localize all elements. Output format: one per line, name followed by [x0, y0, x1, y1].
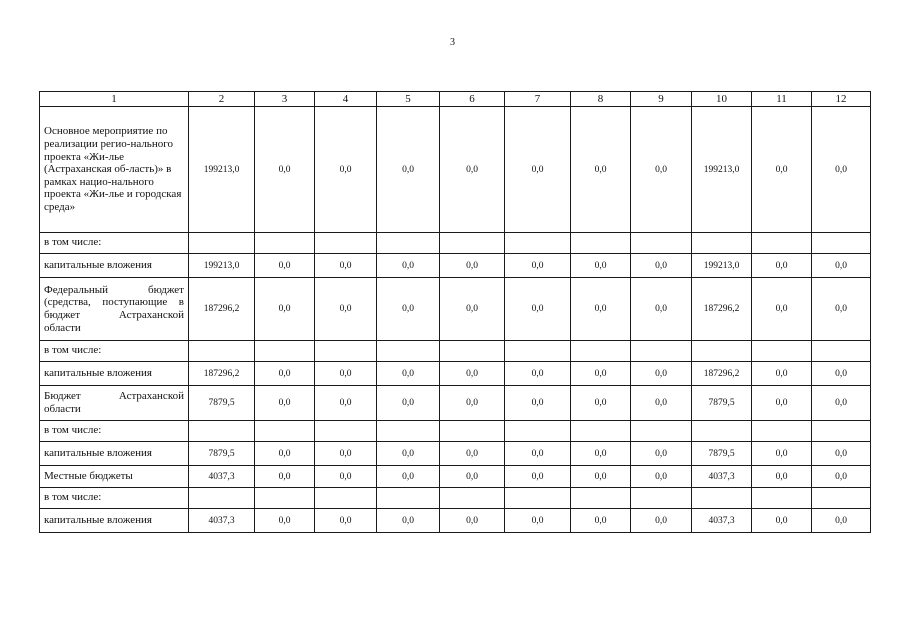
table-row-capital-investment	[40, 509, 871, 533]
cell-col-5: 0,0	[377, 466, 440, 488]
cell-col-10: 187296,2	[692, 362, 752, 386]
cell-col-5: 0,0	[377, 509, 440, 533]
cell-col-7: 0,0	[505, 107, 571, 233]
cell-col-9: 0,0	[631, 442, 692, 466]
cell-col-2: 4037,3	[189, 466, 255, 488]
cell-col-11: 0,0	[752, 442, 812, 466]
cell-col-8: 0,0	[571, 386, 631, 421]
cell-col-4	[315, 421, 377, 442]
cell-col-4: 0,0	[315, 107, 377, 233]
cell-col-12: 0,0	[812, 254, 871, 278]
cell-col-3	[255, 421, 315, 442]
cell-col-10: 7879,5	[692, 386, 752, 421]
row-label: Местные бюджеты	[40, 466, 189, 488]
cell-col-5: 0,0	[377, 107, 440, 233]
cell-col-9: 0,0	[631, 362, 692, 386]
column-header-2: 2	[189, 92, 255, 107]
cell-col-9	[631, 341, 692, 362]
column-header-9: 9	[631, 92, 692, 107]
column-header-5: 5	[377, 92, 440, 107]
cell-col-7: 0,0	[505, 466, 571, 488]
column-header-6: 6	[440, 92, 505, 107]
column-header-7: 7	[505, 92, 571, 107]
cell-col-3	[255, 233, 315, 254]
cell-col-9: 0,0	[631, 278, 692, 341]
cell-col-12	[812, 488, 871, 509]
table-row-including	[40, 421, 871, 442]
cell-col-7	[505, 341, 571, 362]
cell-col-7: 0,0	[505, 278, 571, 341]
table-row-capital-investment	[40, 362, 871, 386]
cell-col-9: 0,0	[631, 107, 692, 233]
cell-col-6: 0,0	[440, 386, 505, 421]
cell-col-8: 0,0	[571, 509, 631, 533]
cell-col-8: 0,0	[571, 107, 631, 233]
cell-col-3: 0,0	[255, 442, 315, 466]
cell-col-10: 4037,3	[692, 509, 752, 533]
cell-col-5: 0,0	[377, 362, 440, 386]
row-label: капитальные вложения	[40, 442, 189, 466]
cell-col-7	[505, 233, 571, 254]
cell-col-11	[752, 421, 812, 442]
cell-col-2: 7879,5	[189, 442, 255, 466]
cell-col-11: 0,0	[752, 254, 812, 278]
cell-col-6	[440, 421, 505, 442]
cell-col-6: 0,0	[440, 254, 505, 278]
cell-col-4: 0,0	[315, 362, 377, 386]
cell-col-2: 7879,5	[189, 386, 255, 421]
cell-col-3: 0,0	[255, 386, 315, 421]
cell-col-3: 0,0	[255, 509, 315, 533]
cell-col-6: 0,0	[440, 107, 505, 233]
column-header-3: 3	[255, 92, 315, 107]
cell-col-12: 0,0	[812, 362, 871, 386]
table-row-including	[40, 341, 871, 362]
cell-col-2	[189, 341, 255, 362]
cell-col-11: 0,0	[752, 107, 812, 233]
cell-col-11: 0,0	[752, 466, 812, 488]
cell-col-8	[571, 341, 631, 362]
page-number: 3	[450, 37, 455, 48]
cell-col-8: 0,0	[571, 254, 631, 278]
cell-col-10: 187296,2	[692, 278, 752, 341]
cell-col-10	[692, 341, 752, 362]
table-row-main-activity	[40, 107, 871, 233]
cell-col-6	[440, 233, 505, 254]
row-label: капитальные вложения	[40, 362, 189, 386]
column-header-1: 1	[40, 92, 189, 107]
cell-col-4	[315, 341, 377, 362]
column-header-11: 11	[752, 92, 812, 107]
table-row-capital-investment	[40, 442, 871, 466]
cell-col-6: 0,0	[440, 362, 505, 386]
cell-col-3: 0,0	[255, 278, 315, 341]
table-row-local-budgets	[40, 466, 871, 488]
cell-col-8	[571, 488, 631, 509]
cell-col-2: 187296,2	[189, 362, 255, 386]
cell-col-3: 0,0	[255, 254, 315, 278]
header-row	[40, 92, 871, 107]
cell-col-11	[752, 488, 812, 509]
row-label: капитальные вложения	[40, 254, 189, 278]
cell-col-7	[505, 421, 571, 442]
cell-col-5: 0,0	[377, 386, 440, 421]
cell-col-2: 199213,0	[189, 107, 255, 233]
cell-col-5: 0,0	[377, 254, 440, 278]
cell-col-12: 0,0	[812, 386, 871, 421]
cell-col-3	[255, 341, 315, 362]
cell-col-8: 0,0	[571, 466, 631, 488]
cell-col-10: 4037,3	[692, 466, 752, 488]
cell-col-10	[692, 488, 752, 509]
cell-col-10	[692, 233, 752, 254]
cell-col-4: 0,0	[315, 442, 377, 466]
column-header-8: 8	[571, 92, 631, 107]
table-row-capital-investment	[40, 254, 871, 278]
cell-col-9	[631, 233, 692, 254]
cell-col-12: 0,0	[812, 509, 871, 533]
cell-col-11: 0,0	[752, 509, 812, 533]
cell-col-10: 199213,0	[692, 107, 752, 233]
cell-col-6	[440, 488, 505, 509]
table-row-regional-budget	[40, 386, 871, 421]
row-label: в том числе:	[40, 233, 189, 254]
cell-col-5	[377, 233, 440, 254]
cell-col-2: 187296,2	[189, 278, 255, 341]
cell-col-7: 0,0	[505, 362, 571, 386]
cell-col-6: 0,0	[440, 442, 505, 466]
cell-col-7: 0,0	[505, 509, 571, 533]
cell-col-9	[631, 488, 692, 509]
cell-col-11: 0,0	[752, 386, 812, 421]
cell-col-2	[189, 233, 255, 254]
cell-col-5	[377, 421, 440, 442]
cell-col-2: 4037,3	[189, 509, 255, 533]
row-label: Основное мероприятие по реализации регио-нального проекта «Жи-лье (Астраханская об-ласть)» в рамках нацио-нального проекта «Жи-лье и городская среда»	[40, 107, 189, 233]
cell-col-8	[571, 421, 631, 442]
cell-col-8: 0,0	[571, 442, 631, 466]
cell-col-4	[315, 488, 377, 509]
cell-col-4: 0,0	[315, 509, 377, 533]
cell-col-11: 0,0	[752, 362, 812, 386]
cell-col-11: 0,0	[752, 278, 812, 341]
row-label: в том числе:	[40, 488, 189, 509]
cell-col-12: 0,0	[812, 442, 871, 466]
table-row-federal-budget	[40, 278, 871, 341]
cell-col-6: 0,0	[440, 509, 505, 533]
cell-col-3	[255, 488, 315, 509]
cell-col-3: 0,0	[255, 466, 315, 488]
cell-col-12: 0,0	[812, 466, 871, 488]
cell-col-3: 0,0	[255, 362, 315, 386]
cell-col-9: 0,0	[631, 254, 692, 278]
cell-col-12	[812, 421, 871, 442]
cell-col-9: 0,0	[631, 386, 692, 421]
cell-col-12	[812, 233, 871, 254]
cell-col-5: 0,0	[377, 278, 440, 341]
cell-col-7: 0,0	[505, 442, 571, 466]
cell-col-8	[571, 233, 631, 254]
budget-table	[39, 91, 871, 533]
cell-col-8: 0,0	[571, 278, 631, 341]
cell-col-7: 0,0	[505, 386, 571, 421]
cell-col-9: 0,0	[631, 509, 692, 533]
cell-col-9: 0,0	[631, 466, 692, 488]
table-row-including	[40, 233, 871, 254]
cell-col-5	[377, 341, 440, 362]
cell-col-7: 0,0	[505, 254, 571, 278]
cell-col-5: 0,0	[377, 442, 440, 466]
cell-col-12: 0,0	[812, 107, 871, 233]
cell-col-10: 7879,5	[692, 442, 752, 466]
column-header-10: 10	[692, 92, 752, 107]
cell-col-4	[315, 233, 377, 254]
cell-col-11	[752, 233, 812, 254]
cell-col-4: 0,0	[315, 278, 377, 341]
cell-col-4: 0,0	[315, 254, 377, 278]
row-label: в том числе:	[40, 341, 189, 362]
cell-col-2	[189, 488, 255, 509]
cell-col-6	[440, 341, 505, 362]
cell-col-9	[631, 421, 692, 442]
column-header-12: 12	[812, 92, 871, 107]
cell-col-2: 199213,0	[189, 254, 255, 278]
row-label: Федеральный бюджет (средства, поступающие в бюджет Астраханской области	[40, 278, 189, 341]
table-row-including	[40, 488, 871, 509]
cell-col-3: 0,0	[255, 107, 315, 233]
row-label: капитальные вложения	[40, 509, 189, 533]
cell-col-6: 0,0	[440, 466, 505, 488]
row-label: в том числе:	[40, 421, 189, 442]
cell-col-6: 0,0	[440, 278, 505, 341]
column-header-4: 4	[315, 92, 377, 107]
cell-col-10: 199213,0	[692, 254, 752, 278]
cell-col-4: 0,0	[315, 466, 377, 488]
cell-col-8: 0,0	[571, 362, 631, 386]
cell-col-12: 0,0	[812, 278, 871, 341]
cell-col-7	[505, 488, 571, 509]
row-label: Бюджет Астраханской области	[40, 386, 189, 421]
cell-col-5	[377, 488, 440, 509]
cell-col-11	[752, 341, 812, 362]
cell-col-4: 0,0	[315, 386, 377, 421]
cell-col-10	[692, 421, 752, 442]
cell-col-2	[189, 421, 255, 442]
cell-col-12	[812, 341, 871, 362]
